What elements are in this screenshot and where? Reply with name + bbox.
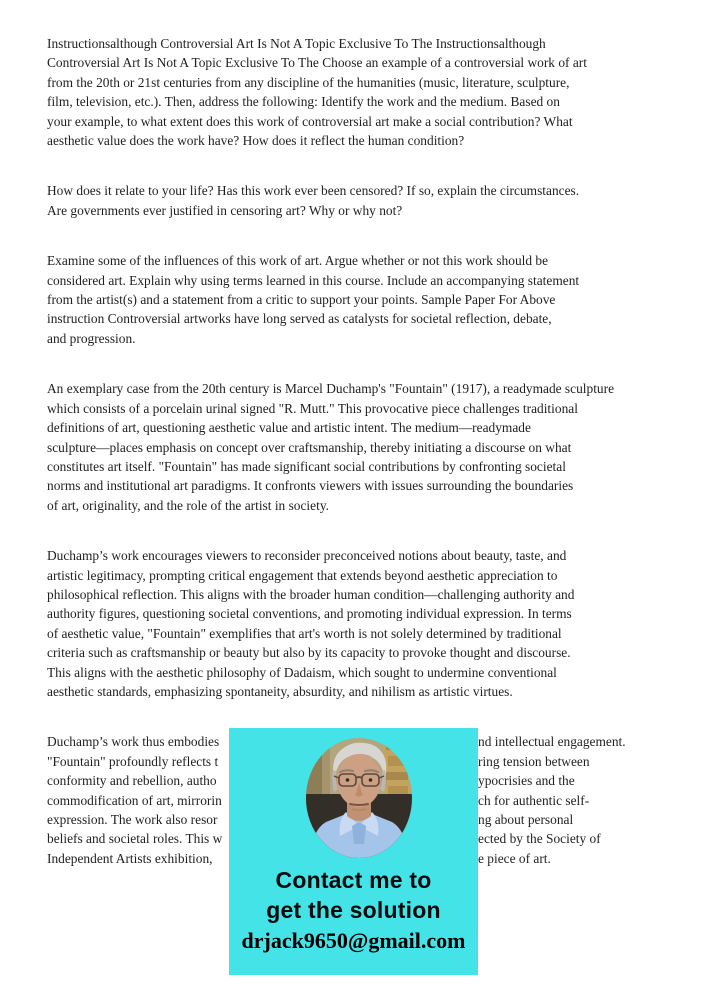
text-line: aesthetic standards, emphasizing spontaneity, absurdity, and nihilism as artistic virtues. (47, 683, 513, 699)
text-line: artistic legitimacy, prompting critical engagement that extends beyond aesthetic appreciation to (47, 567, 558, 583)
text-line: criteria such as craftsmanship or beauty but also by its capacity to provoke thought and discourse. (47, 645, 571, 661)
text-line: from the 20th or 21st centuries from any discipline of the humanities (music, literature, sculpture, (47, 74, 570, 90)
text-fragment-left: "Fountain" profoundly reflects t (47, 753, 219, 769)
text-line: Are governments ever justified in censoring art? Why or why not? (47, 202, 403, 218)
text-fragment-left: expression. The work also resor (47, 812, 218, 827)
text-line: your example, to what extent does this work of controversial art make a social contribution? What (47, 113, 573, 129)
text-line: and progression. (47, 330, 136, 346)
text-line: of art, originality, and the role of the artist in society. (47, 497, 329, 513)
text-line: philosophical reflection. This aligns with the broader human condition—challenging authority and (47, 586, 575, 602)
contact-overlay (229, 728, 478, 975)
contact-message (229, 865, 478, 925)
text-line: film, television, etc.). Then, address the following: Identify the work and the medium. Based on (47, 94, 560, 110)
tutor-portrait-photo (306, 738, 412, 858)
text-line: Examine some of the influences of this work of art. Argue whether or not this work should be (47, 253, 549, 269)
text-line: aesthetic value does the work have? How does it reflect the human condition? (47, 133, 465, 149)
text-fragment-right: ng about personal (478, 812, 574, 827)
text-line: sculpture—places emphasis on concept over craftsmanship, thereby initiating a discourse on what (47, 439, 572, 455)
text-fragment-right: ch for authentic self- (478, 792, 590, 808)
text-line: authority figures, questioning societal conventions, and promoting individual expression. In terms (47, 606, 572, 622)
paragraph (47, 379, 667, 515)
text-line: Controversial Art Is Not A Topic Exclusive To The Choose an example of a controversial work of art (47, 55, 587, 71)
text-fragment-left: conformity and rebellion, autho (47, 773, 217, 789)
contact-message-line-1: Contact me to (275, 867, 432, 893)
text-fragment-right: ypocrisies and the (478, 773, 575, 789)
text-line: from the artist(s) and a statement from a critic to support your points. Sample Paper For Above (47, 292, 556, 308)
text-line: considered art. Explain why using terms learned in this course. Include an accompanying statement (47, 272, 580, 288)
text-line: instruction Controversial artworks have long served as catalysts for societal reflection, debate, (47, 311, 552, 327)
text-line: How does it relate to your life? Has this work ever been censored? If so, explain the circumstances. (47, 183, 580, 199)
text-line: definitions of art, questioning aesthetic value and artistic intent. The medium—readymade (47, 420, 531, 436)
paragraph (47, 34, 667, 150)
contact-message-line-2: get the solution (266, 897, 441, 923)
text-fragment-left: Independent Artists exhibition, (47, 850, 213, 866)
text-fragment-right: ring tension between (478, 753, 590, 769)
text-line: Instructionsalthough Controversial Art Is Not A Topic Exclusive To The Instructionsalthough (47, 36, 546, 51)
paragraph (47, 181, 667, 220)
text-line: norms and institutional art paradigms. It confronts viewers with issues surrounding the boundaries (47, 478, 574, 494)
text-fragment-left: Duchamp’s work thus embodies (47, 734, 220, 750)
text-line: of aesthetic value, "Fountain" exemplifies that art's worth is not solely determined by traditional (47, 625, 562, 641)
text-line: This aligns with the aesthetic philosophy of Dadaism, which sought to undermine conventional (47, 664, 557, 680)
text-line: constitutes art itself. "Fountain" has made significant social contributions by confronting societal (47, 458, 566, 474)
text-fragment-right: nd intellectual engagement. (478, 734, 626, 750)
text-line: Duchamp’s work encourages viewers to reconsider preconceived notions about beauty, taste, and (47, 548, 567, 564)
text-fragment-left: commodification of art, mirrorin (47, 792, 222, 808)
paragraph (47, 251, 667, 348)
text-line: An exemplary case from the 20th century is Marcel Duchamp's "Fountain" (1917), a readymade sculpture (47, 381, 615, 397)
contact-email: drjack9650@gmail.com (241, 928, 466, 953)
text-fragment-right: e piece of art. (478, 850, 551, 866)
text-fragment-right: ected by the Society of (478, 831, 601, 847)
text-line: which consists of a porcelain urinal signed "R. Mutt." This provocative piece challenges traditional (47, 400, 578, 416)
text-fragment-left: beliefs and societal roles. This w (47, 831, 223, 847)
paragraph (47, 546, 667, 701)
